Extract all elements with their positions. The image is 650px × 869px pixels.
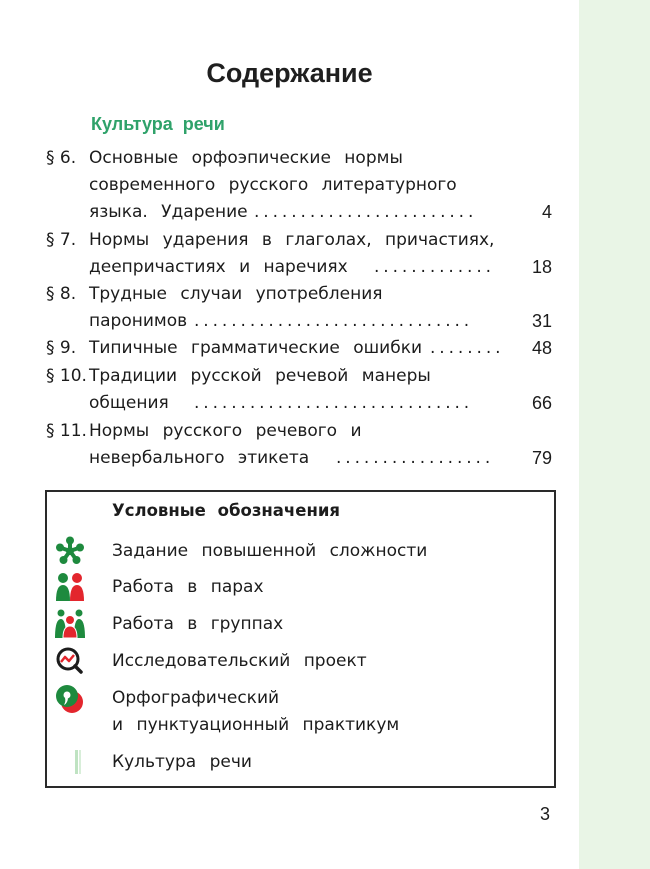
leader-dots: ............. (374, 257, 495, 277)
legend-item (47, 536, 554, 566)
toc-entry-9[interactable] (44, 335, 554, 361)
toc-title-line: Нормы ударения в глаголах, причастиях, (89, 230, 495, 250)
legend-label: Исследовательский проект (112, 651, 367, 671)
toc-number: § 10. (46, 366, 87, 386)
legend-label: Культура речи (112, 752, 252, 772)
leader-dots: .............................. (194, 311, 474, 331)
pair-work-icon (54, 572, 86, 602)
legend-label: Работа в парах (112, 577, 264, 597)
toc-entry-7[interactable] (44, 227, 554, 253)
toc-entry-7-cont (44, 254, 554, 280)
toc-title-line: невербального этикета (89, 448, 310, 468)
legend-label-cont: и пунктуационный практикум (112, 715, 400, 735)
toc-number: § 8. (46, 284, 77, 304)
toc-title-line: Трудные случаи употребления (89, 284, 383, 304)
toc-title-line: паронимов (89, 311, 188, 331)
legend-title: Условные обозначения (112, 501, 341, 520)
page-margin-strip (579, 0, 650, 869)
toc-title-line: Традиции русской речевой манеры (89, 366, 431, 386)
legend-item (47, 609, 554, 639)
legend-item (47, 646, 554, 676)
toc-entry-11[interactable] (44, 418, 554, 444)
toc-number: § 11. (46, 421, 87, 441)
toc-number: § 9. (46, 338, 77, 358)
toc-entry-8[interactable] (44, 281, 554, 307)
page-title: Содержание (206, 58, 373, 88)
toc-page-number: 79 (531, 448, 552, 468)
toc-entry-10[interactable] (44, 363, 554, 389)
toc-title-line: Основные орфоэпические нормы (89, 148, 403, 168)
speech-culture-icon (54, 747, 86, 777)
toc-entry-6-cont (44, 199, 554, 225)
page-number: 3 (540, 804, 551, 824)
legend-label: Работа в группах (112, 614, 284, 634)
legend-item (47, 683, 554, 739)
leader-dots: ................. (336, 448, 495, 468)
toc-entry-6-cont (44, 172, 554, 198)
legend-item (47, 747, 554, 777)
toc-title-line: языка. Ударение (89, 202, 248, 222)
research-project-icon (54, 646, 86, 676)
toc-title-line: общения (89, 393, 169, 413)
toc-number: § 7. (46, 230, 77, 250)
legend-label: Орфографический (112, 688, 280, 708)
toc-entry-10-cont (44, 390, 554, 416)
toc-entry-11-cont (44, 445, 554, 471)
toc-number: § 6. (46, 148, 77, 168)
toc-page-number: 18 (531, 257, 552, 277)
toc-entry-8-cont (44, 308, 554, 334)
toc-title-line: деепричастиях и наречиях (89, 257, 348, 277)
toc-page-number: 4 (541, 202, 552, 222)
section-heading: Культура речи (91, 114, 225, 134)
toc-title-line: современного русского литературного (89, 175, 457, 195)
legend-item (47, 572, 554, 602)
advanced-task-icon (54, 536, 86, 566)
legend-box (45, 490, 556, 788)
leader-dots: .............................. (194, 393, 474, 413)
leader-dots: ........................ (254, 202, 478, 222)
toc-entry-6[interactable] (44, 145, 554, 171)
toc-page-number: 31 (531, 311, 552, 331)
spelling-practice-icon (54, 683, 86, 713)
toc-title-line: Нормы русского речевого и (89, 421, 362, 441)
group-work-icon (54, 609, 86, 639)
toc-title-line: Типичные грамматические ошибки (89, 338, 423, 358)
leader-dots: ........ (430, 338, 505, 358)
legend-label: Задание повышенной сложности (112, 541, 428, 561)
toc-page-number: 66 (531, 393, 552, 413)
toc-page-number: 48 (531, 338, 552, 358)
